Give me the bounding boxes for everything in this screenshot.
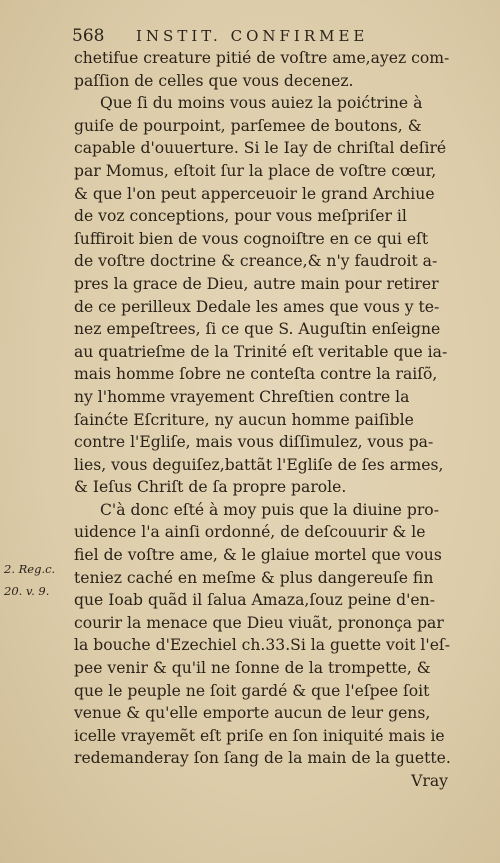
text-line: & que l'on peut apperceuoir le grand Archiue bbox=[74, 184, 435, 203]
text-line: fiel de voſtre ame, & le glaiue mortel que vous bbox=[74, 546, 442, 565]
catchword: Vray bbox=[411, 772, 448, 790]
text-line: pres la grace de Dieu, autre main pour retirer bbox=[74, 274, 439, 293]
text-line: contre l'Egliſe, mais vous diſſimulez, vous pa- bbox=[74, 433, 434, 452]
text-line: guiſe de pourpoint, parſemee de boutons, & bbox=[74, 116, 422, 135]
text-line: uidence l'a ainſi ordonné, de deſcouurir & le bbox=[74, 523, 426, 542]
text-line: la bouche d'Ezechiel ch.33.Si la guette voit l'eſ- bbox=[74, 636, 450, 655]
text-line: de voz conceptions, pour vous meſpriſer il bbox=[74, 207, 407, 226]
text-line: nez empeſtrees, ſi ce que S. Auguſtin enſeigne bbox=[74, 320, 441, 339]
text-line: venue & qu'elle emporte aucun de leur gens, bbox=[74, 704, 431, 723]
text-line: mais homme ſobre ne conteſta contre la raiſõ, bbox=[74, 365, 438, 384]
text-line: de voſtre doctrine & creance,& n'y faudroit a- bbox=[74, 252, 438, 271]
text-line: ſuffiroit bien de vous cognoiſtre en ce qui eſt bbox=[74, 229, 429, 248]
text-line: redemanderay ſon ſang de la main de la guette. bbox=[74, 749, 451, 768]
marginal-note-line: 2. Reg.c. bbox=[4, 562, 56, 576]
text-line: lies, vous deguiſez,battãt l'Egliſe de ſes armes, bbox=[74, 455, 444, 474]
text-line: ny l'homme vrayement Chreſtien contre la bbox=[74, 387, 410, 406]
text-line: de ce perilleux Dedale les ames que vous y te- bbox=[74, 297, 440, 316]
text-line: paſſion de celles que vous decenez. bbox=[74, 71, 354, 90]
text-line: teniez caché en meſme & plus dangereuſe fin bbox=[74, 568, 434, 587]
page-header bbox=[72, 26, 452, 46]
marginal-note bbox=[4, 558, 70, 602]
text-line: & Ieſus Chriſt de ſa propre parole. bbox=[74, 478, 347, 497]
text-line: que Ioab quãd il ſalua Amaza,ſouz peine d'en- bbox=[74, 591, 435, 610]
text-line: pee venir & qu'il ne ſonne de la trompette, & bbox=[74, 659, 431, 678]
text-line: chetifue creature pitié de voſtre ame,ayez com- bbox=[74, 49, 450, 67]
text-line: icelle vrayemẽt eſt priſe en ſon iniquité mais ie bbox=[74, 726, 445, 745]
text-line: que le peuple ne ſoit gardé & que l'eſpee ſoit bbox=[74, 681, 430, 700]
text-line: C'à donc eſté à moy puis que la diuine pro- bbox=[100, 500, 439, 519]
text-line: au quatrieſme de la Trinité eſt veritable que ia- bbox=[74, 342, 448, 361]
text-line: ſainćte Eſcriture, ny aucun homme paiſible bbox=[74, 410, 414, 429]
page-number: 568 bbox=[72, 26, 105, 46]
text-line: capable d'ouuerture. Si le Iay de chriſtal deſiré bbox=[74, 139, 447, 158]
text-line: Que ſi du moins vous auiez la poićtrine à bbox=[100, 94, 423, 113]
body-text bbox=[74, 47, 454, 793]
marginal-note-line: 20. v. 9. bbox=[4, 584, 50, 598]
text-line: courir la menace que Dieu viuãt, prononça par bbox=[74, 613, 444, 632]
running-title: INSTIT. CONFIRMEE bbox=[136, 27, 369, 45]
text-line: par Momus, eſtoit ſur la place de voſtre cœur, bbox=[74, 161, 437, 180]
